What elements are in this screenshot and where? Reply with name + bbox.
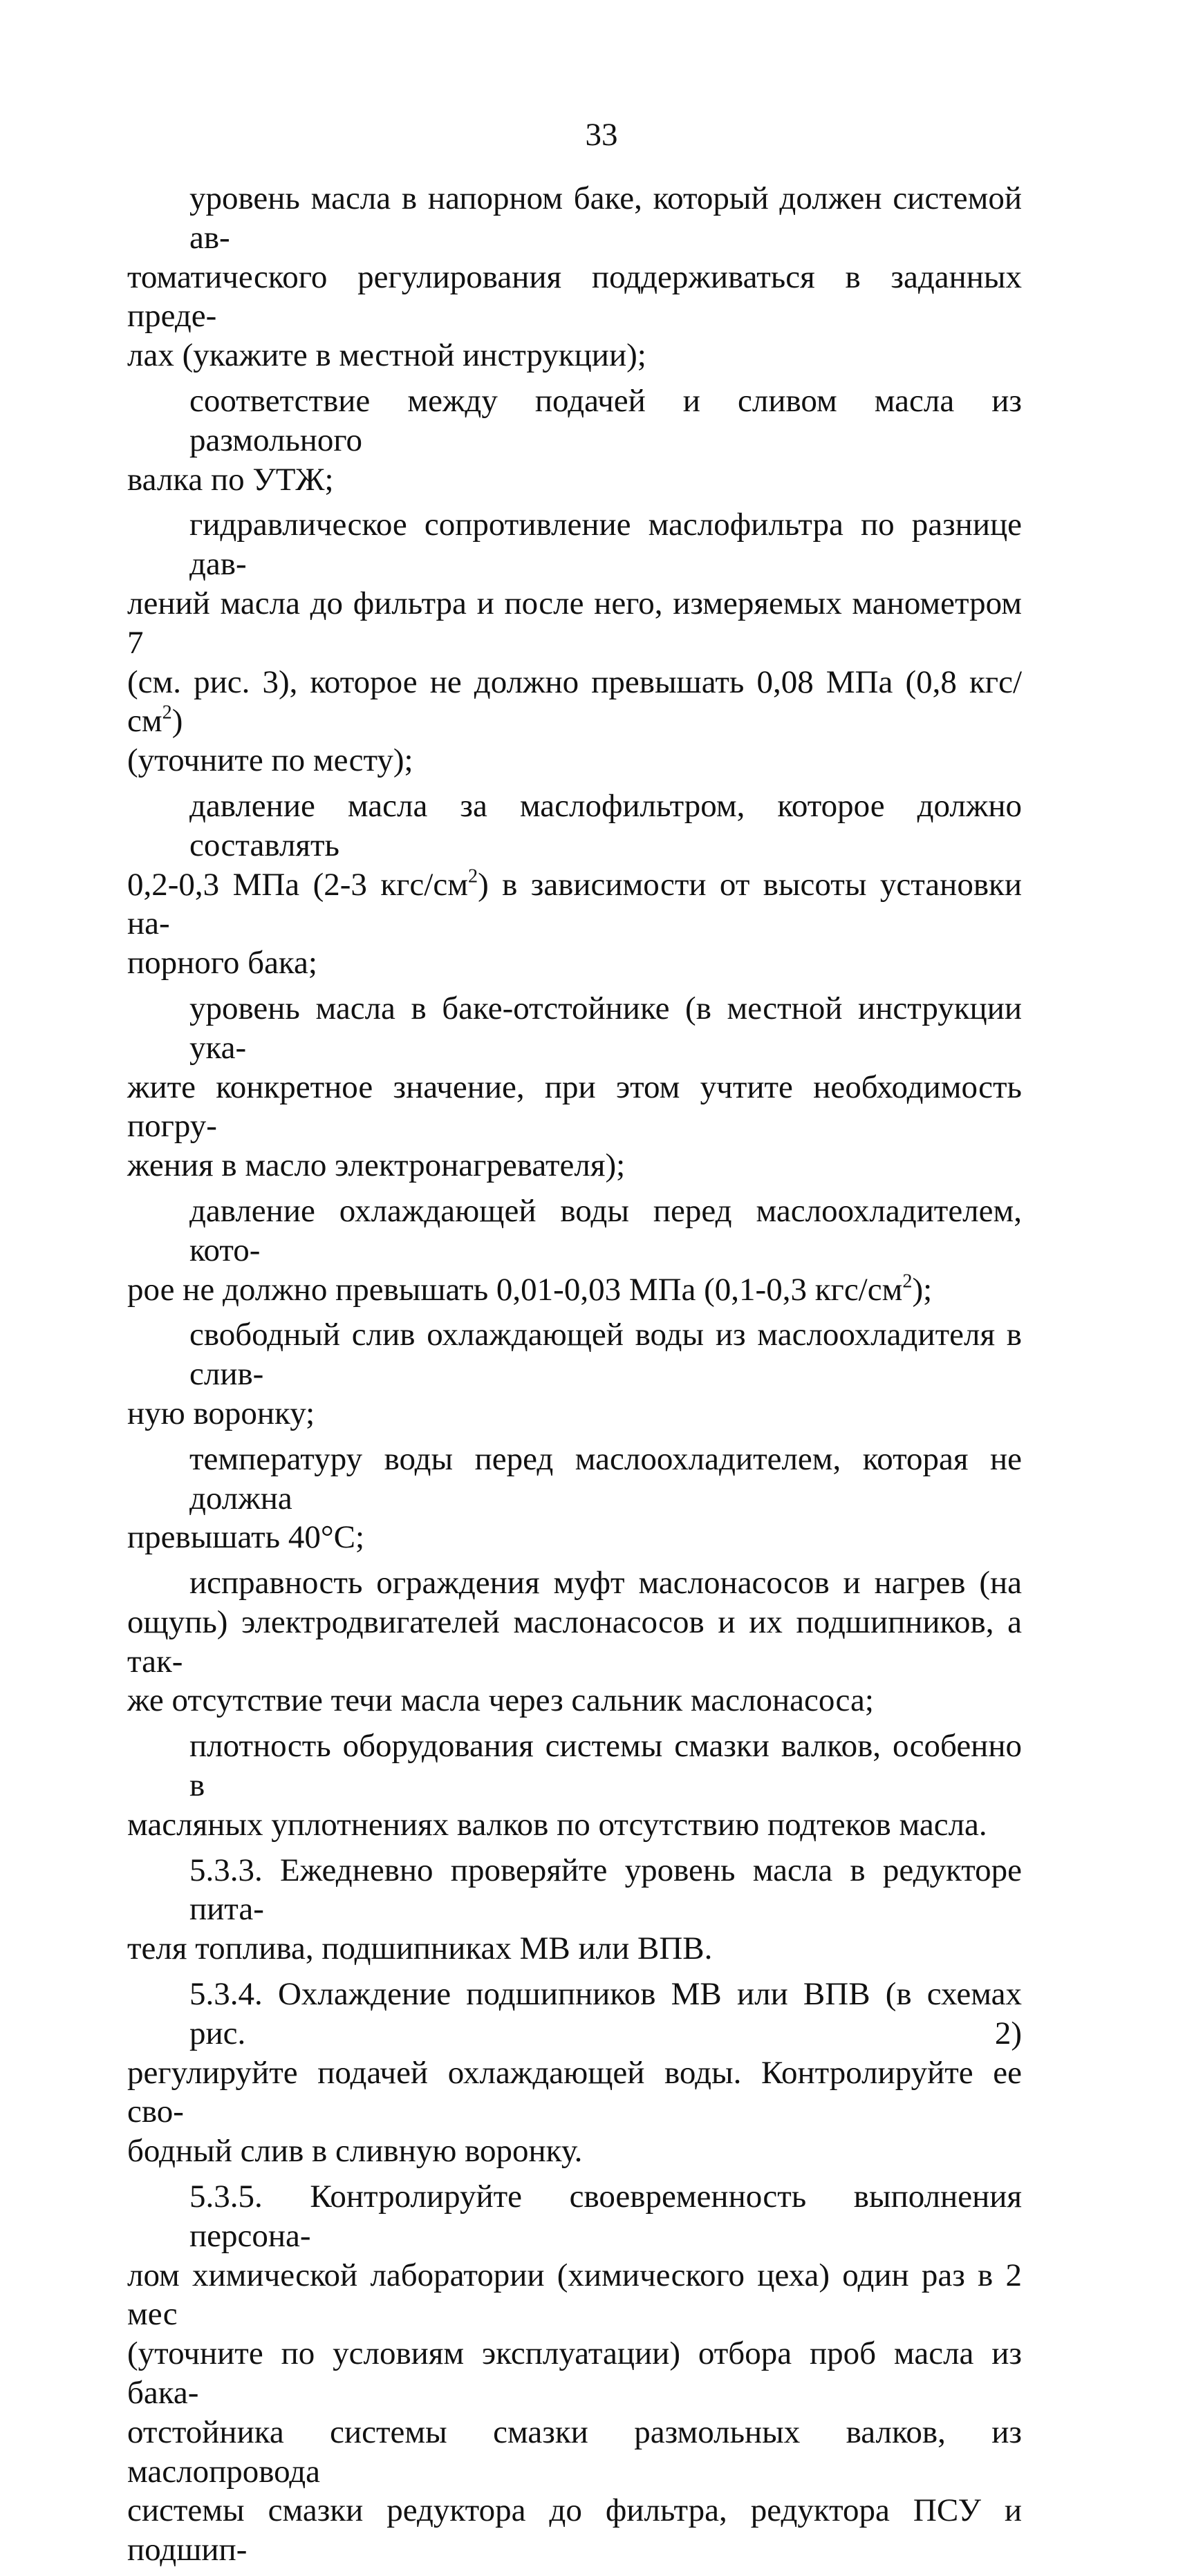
text-line: 0,2-0,3 МПа (2-3 кгс/$см^2$) в зависимости от высоты установки на- (127, 865, 1022, 942)
text-line: лом химической лаборатории (химического цеха) один раз в 2 мес (127, 2257, 1022, 2333)
text-line: томатического регулирования поддерживаться в заданных преде- (127, 258, 1022, 335)
paragraph (127, 989, 1022, 1185)
text-line: плотность оборудования системы смазки валков, особенно в (189, 1728, 1022, 1804)
text-line: лах (укажите в местной инструкции); (127, 337, 646, 374)
paragraph (127, 787, 1022, 983)
text-line: свободный слив охлаждающей воды из маслоохладителя в слив- (189, 1317, 1022, 1393)
paragraph (127, 382, 1022, 499)
paragraph (127, 179, 1022, 375)
page-number: 33 (585, 117, 618, 153)
text-line: системы смазки редуктора до фильтра, редуктора ПСУ и подшип- (127, 2492, 1022, 2568)
text-line: (см. рис. 3), которое не должно превышать 0,08 МПа (0,8 кгс/$см^2$) (127, 664, 1022, 740)
text-line: температуру воды перед маслоохладителем, которая не должна (189, 1440, 1022, 1516)
text-line: отстойника системы смазки размольных валков, из маслопровода (127, 2414, 1022, 2490)
text-line: 5.3.3. Ежедневно проверяйте уровень масла в редукторе пита- (189, 1852, 1022, 1928)
paragraph (127, 1851, 1022, 1968)
paragraph (127, 1315, 1022, 1433)
text-line: регулируйте подачей охлаждающей воды. Контролируйте ее сво- (127, 2054, 1022, 2130)
paragraph (127, 505, 1022, 780)
text-line: гидравлическое сопротивление маслофильтра по разнице дав- (189, 507, 1022, 583)
text-line: лений масла до фильтра и после него, измеряемых манометром 7 (127, 585, 1022, 661)
text-line: уровень масла в напорном баке, который должен системой ав- (189, 180, 1022, 256)
text-line: порного бака; (127, 945, 317, 981)
document-body (127, 179, 1022, 2576)
text-line: теля топлива, подшипниках МВ или ВПВ. (127, 1930, 713, 1967)
text-line: давление масла за маслофильтром, которое должно составлять (189, 787, 1022, 863)
text-line: давление охлаждающей воды перед маслоохладителем, кото- (189, 1192, 1022, 1268)
text-line: 5.3.5. Контролируйте своевременность выполнения персона- (189, 2179, 1022, 2254)
text-line: превышать 40°С; (127, 1519, 365, 1556)
text-line: (уточните по месту); (127, 742, 413, 779)
text-line: жите конкретное значение, при этом учтите необходимость погру- (127, 1069, 1022, 1145)
text-line: жения в масло электронагревателя); (127, 1147, 626, 1184)
text-line: 5.3.4. Охлаждение подшипников МВ или ВПВ (в схемах рис. 2) (189, 1976, 1022, 2051)
text-line: же отсутствие течи масла через сальник маслонасоса; (127, 1682, 874, 1719)
paragraph (127, 1440, 1022, 1557)
text-line: масляных уплотнениях валков по отсутствию подтеков масла. (127, 1806, 987, 1843)
paragraph (127, 1563, 1022, 1720)
paragraph (127, 1975, 1022, 2171)
text-line: валка по УТЖ; (127, 461, 334, 498)
paragraph (127, 1727, 1022, 1844)
text-line: уровень масла в баке-отстойнике (в местной инструкции ука- (189, 990, 1022, 1066)
text-line: (уточните по условиям эксплуатации) отбора проб масла из бака- (127, 2335, 1022, 2412)
text-line: ощупь) электродвигателей маслонасосов и их подшипников, а так- (127, 1604, 1022, 1680)
text-line: бодный слив в сливную воронку. (127, 2133, 583, 2170)
text-line: соответствие между подачей и сливом масла из размольного (189, 382, 1022, 458)
paragraph (127, 1192, 1022, 1309)
text-line: рое не должно превышать 0,01-0,03 МПа (0,1-0,3 кгс/$см^2$); (127, 1270, 933, 1308)
text-line: исправность ограждения муфт маслонасосов и нагрев (на (189, 1565, 1022, 1601)
paragraph (127, 2177, 1022, 2570)
text-line: ную воронку; (127, 1395, 315, 1431)
